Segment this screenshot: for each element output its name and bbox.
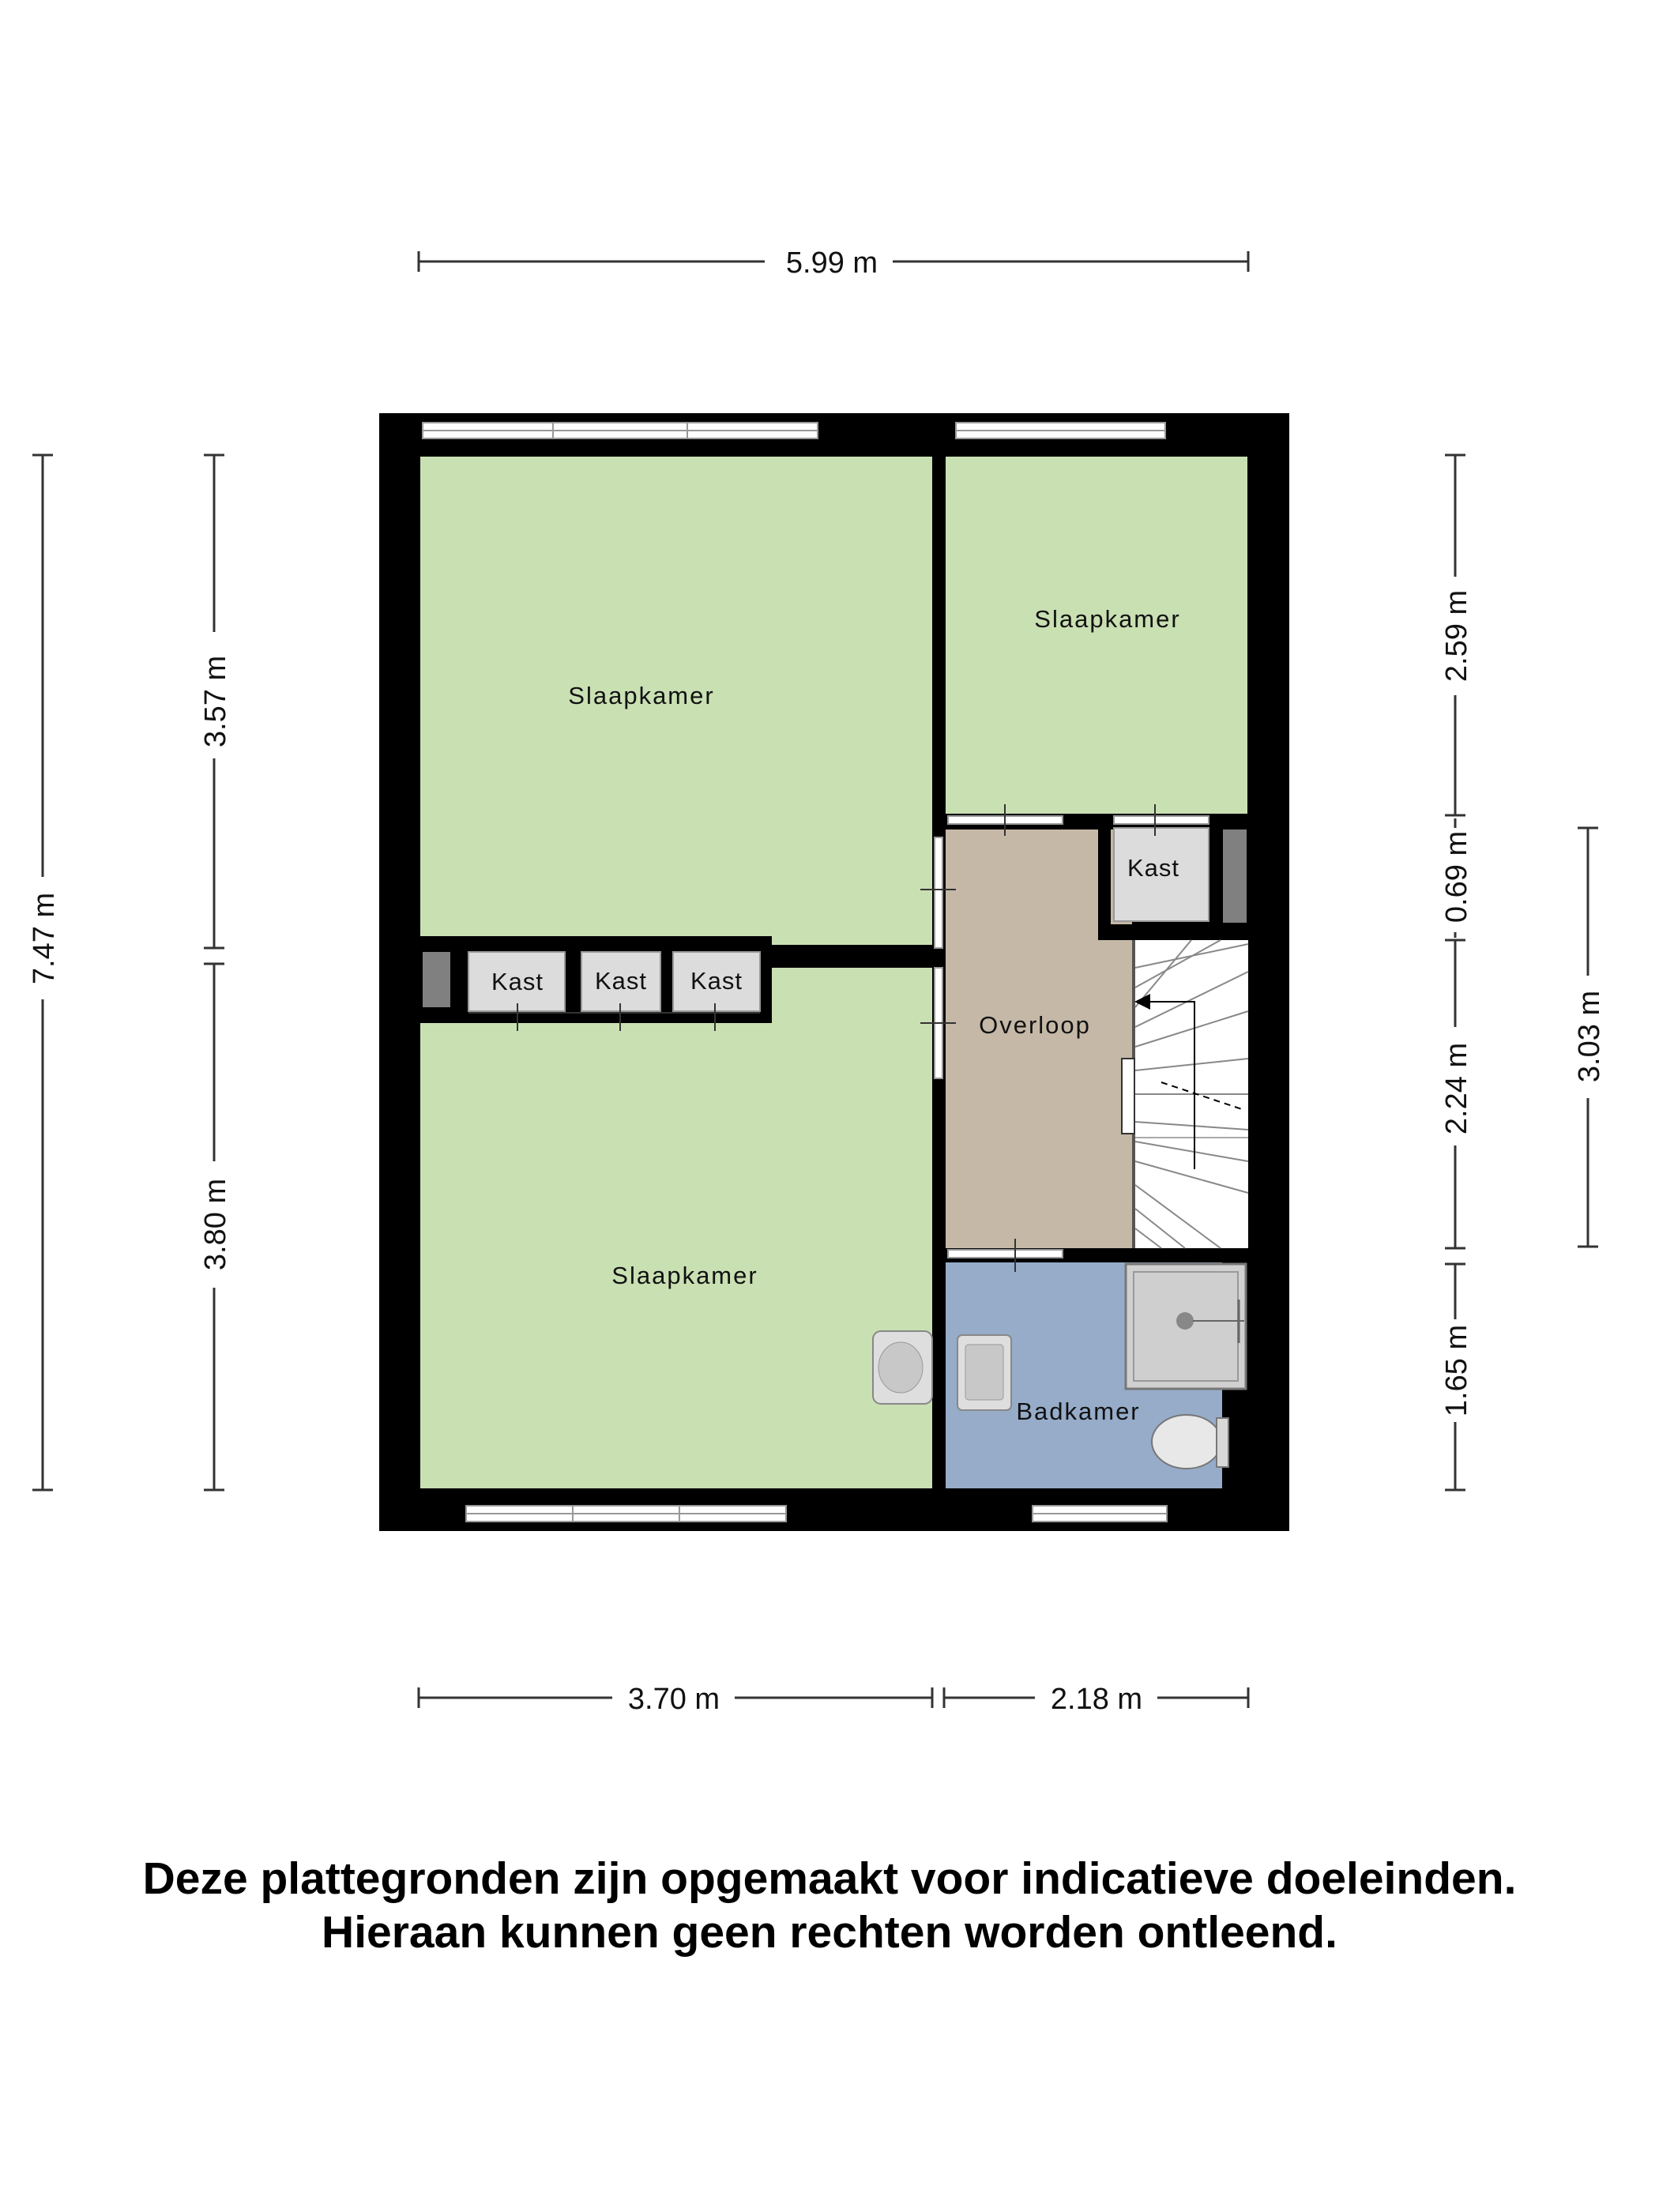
dimension-label-left-total: 7.47 m: [28, 892, 61, 985]
dimension-label-bottom-left: 3.70 m: [627, 1683, 720, 1716]
dimension-label-top: 5.99 m: [785, 246, 878, 280]
window-bottom-left: [466, 1506, 786, 1522]
room-landing-upper: [946, 830, 1100, 936]
window-bottom-right: [1033, 1506, 1167, 1522]
dimension-label-right-overloop: 2.24 m: [1440, 1042, 1473, 1135]
dimension-label-bottom-right: 2.18 m: [1050, 1683, 1143, 1716]
wall-between-bedrooms: [772, 952, 934, 968]
wall-kast-side: [1098, 814, 1111, 940]
closet-grey-right: [1223, 830, 1247, 923]
toilet: [1152, 1415, 1228, 1469]
room-label-bedroom-bottom-left: Slaapkamer: [611, 1262, 758, 1289]
disclaimer-line-2: Hieraan kunnen geen rechten worden ontleend.: [322, 1907, 1337, 1958]
closet-label-4: Kast: [1127, 854, 1180, 882]
sink-bathroom: [957, 1335, 1011, 1410]
shower: [1126, 1264, 1246, 1389]
dimension-label-right-top: 2.59 m: [1440, 589, 1473, 683]
wall-kast-bottom: [1098, 924, 1250, 940]
dimension-label-right-badkamer: 1.65 m: [1440, 1324, 1473, 1417]
room-label-bedroom-top-left: Slaapkamer: [568, 682, 715, 709]
dimension-label-right-stair: 3.03 m: [1573, 990, 1606, 1083]
room-bedroom-bottom-left: [420, 968, 932, 1488]
closet-grey-left: [423, 952, 450, 1007]
dimension-label-left-upper: 3.57 m: [199, 655, 232, 748]
window-top-right: [956, 423, 1165, 438]
room-bedroom-top-right: [946, 457, 1247, 814]
room-label-landing: Overloop: [979, 1011, 1091, 1039]
closet-label-3: Kast: [690, 967, 743, 995]
window-top-left: [423, 423, 818, 438]
closet-label-2: Kast: [594, 967, 648, 995]
dimension-label-left-lower: 3.80 m: [199, 1178, 232, 1271]
dimension-label-right-kast: 0.69 m: [1440, 830, 1473, 924]
stair-post: [1122, 1059, 1134, 1134]
sink-bedroom: [873, 1331, 932, 1404]
room-label-bathroom: Badkamer: [1016, 1398, 1141, 1425]
closet-label-1: Kast: [491, 968, 544, 995]
disclaimer-line-1: Deze plattegronden zijn opgemaakt voor indicatieve doeleinden.: [142, 1853, 1517, 1904]
room-label-bedroom-top-right: Slaapkamer: [1034, 605, 1181, 633]
